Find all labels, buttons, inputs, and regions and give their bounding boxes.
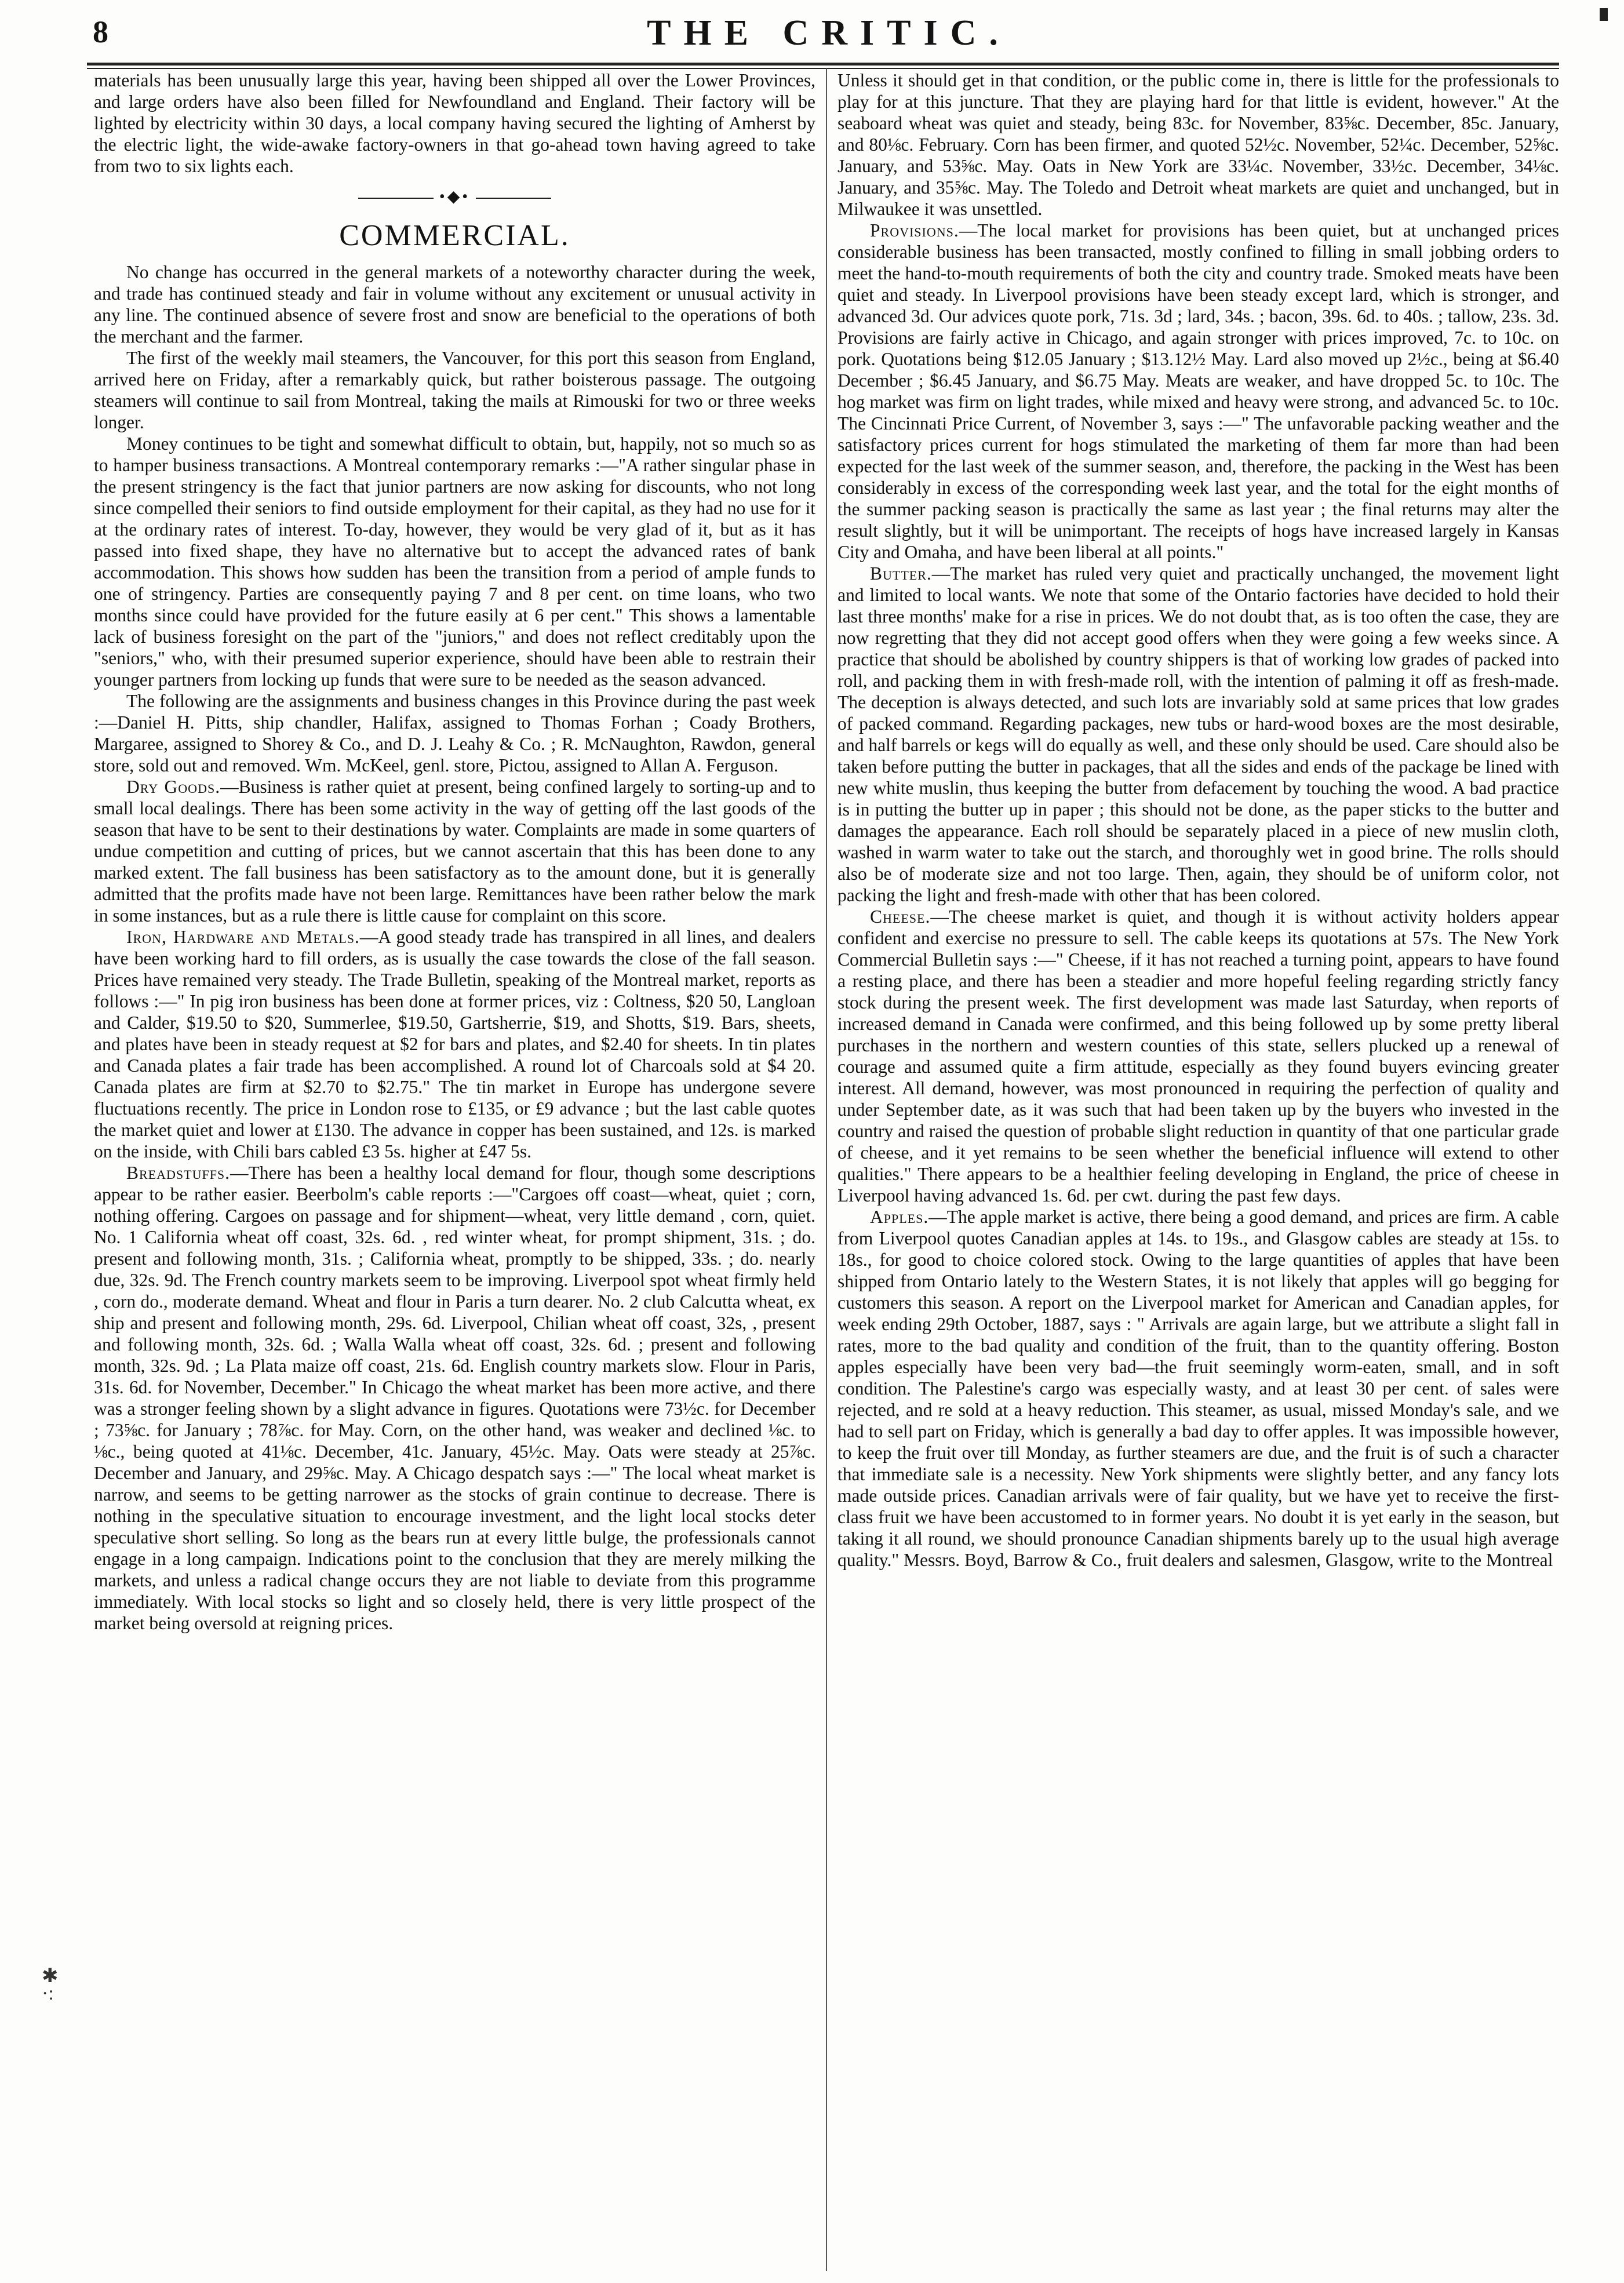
run-in-cheese: Cheese. xyxy=(870,906,931,927)
commercial-paragraph-cheese xyxy=(838,906,1559,1206)
page-number: 8 xyxy=(93,14,108,49)
column-divider xyxy=(826,68,827,2271)
page-header xyxy=(87,9,1571,61)
commercial-paragraph-money: Money continues to be tight and somewhat difficult to obtain, but, happily, not so much so as to hamper business transactions. A Montreal contemporary remarks :—"A rather singular phase in the present stringency is the fact that junior partners are now asking for discounts, who not long since compelled their seniors to find outside employment for their capital, as they had no use for it at the ordinary rates of interest. To-day, however, they would be very glad of it, but as it has passed into fixed shape, they have no alternative but to accept the advanced rates of bank accommodation. This shows how sudden has been the transition from a period of ample funds to one of stringency. Parties are consequently paying 7 and 8 per cent. on time loans, who two months since could have provided for the future easily at 6 per cent." This shows a lamentable lack of business foresight on the part of the "juniors," and does not reflect creditably upon the "seniors," who, with their presumed superior experience, should have been able to restrain their younger partners from locking up funds that were sure to be needed as the season advanced. xyxy=(94,434,815,690)
run-in-provisions: Provisions. xyxy=(870,220,959,241)
commercial-paragraph-apples xyxy=(838,1206,1559,1571)
run-in-butter: Butter. xyxy=(870,563,932,584)
commercial-paragraph-assignments: The following are the assignments and business changes in this Province during the past week :—Daniel H. Pitts, ship chandler, Halifax, assigned to Thomas Forhan ; Coady Brothers, Margaree, assigned to Shorey & Co., and D. J. Leahy & Co. ; R. McNaughton, Rawdon, general store, sold out and removed. Wm. McKeel, genl. store, Pictou, assigned to Allan A. Ferguson. xyxy=(94,691,815,775)
breadstuffs-text: —There has been a healthy local demand for flour, though some descriptions appear to be rather easier. Beerbolm's cable reports :—"Cargoes off coast—wheat, quiet ; corn, nothing offering. Cargoes on passage and for shipment—wheat, very little demand , corn, quiet. No. 1 California wheat off coast, 32s. 6d. , red winter wheat, for prompt shipment, 31s. ; do. present and following month, 31s. ; California wheat, promptly to be shipped, 33s. ; do. nearly due, 32s. 9d. The French country markets seem to be improving. Liverpool spot wheat firmly held , corn do., moderate demand. Wheat and flour in Paris a turn dearer. No. 2 club Calcutta wheat, ex ship and present and following month, 29s. 6d. Liverpool, Chilian wheat off coast, 32s, , present and following month, 32s. 6d. ; Walla Walla wheat off coast, 32s. 6d. ; present and following month, 32s. 9d. ; La Plata maize off coast, 21s. 6d. English country markets slow. Flour in Paris, 31s. 6d. for November, December." In Chicago the wheat market has been more active, and there was a stronger feeling shown by a slight advance in figures. Quotations were 73½c. for December ; 73⅝c. for January ; 78⅞c. for May. Corn, on the other hand, was weaker and declined ⅛c. to ⅛c., being quoted at 41⅛c. December, 41c. January, 45½c. May. Oats were steady at 25⅞c. December and January, and 29⅝c. May. A Chicago despatch says :—" The local wheat market is narrow, and seems to be getting narrower as the stocks of grain continue to decrease. There is nothing in the speculative situation to encourage investment, and the light local stocks deter speculative short selling. So long as the bears run at every little bulge, the professionals cannot engage in a long campaign. Indications point to the conclusion that they are merely milking the markets, and unless a radical change occurs they are not liable to deviate from this programme immediately. With local stocks so light and so closely held, there is very little prospect of the market being oversold at reigning prices. xyxy=(94,1163,815,1633)
masthead-title: THE CRITIC. xyxy=(647,13,1011,53)
corner-scan-mark xyxy=(1600,8,1608,21)
commercial-paragraph-general: No change has occurred in the general markets of a noteworthy character during the week, and trade has continued steady and fair in volume without any excitement or unusual activity in any line. The continued absence of severe frost and snow are beneficial to the operations of both the merchant and the farmer. xyxy=(94,262,815,347)
commercial-paragraph-breadstuffs xyxy=(94,1162,815,1634)
header-rule xyxy=(87,63,1559,69)
dry-goods-text: —Business is rather quiet at present, being confined largely to sorting-up and to small local dealings. There has been some activity in the way of getting off the last goods of the season that have to be sent to their destinations by water. Complaints are made in some quarters of undue competition and cutting of prices, but we cannot ascertain that this has been done to any marked extent. The fall business has been satisfactory as to the amount done, but it is generally admitted that the profits made have not been large. Remittances have been rather below the mark in some instances, but as a rule there is little cause for complaint on this score. xyxy=(94,777,815,926)
section-ornament: •◆• xyxy=(94,186,815,207)
commercial-paragraph-butter xyxy=(838,563,1559,906)
commercial-paragraph-mail-steamers: The first of the weekly mail steamers, the Vancouver, for this port this season from England, arrived here on Friday, after a remarkably quick, but rather boisterous passage. The outgoing steamers will continue to sail from Montreal, taking the mails at Rimouski for two or three weeks longer. xyxy=(94,348,815,432)
run-in-apples: Apples. xyxy=(870,1207,929,1227)
cheese-text: —The cheese market is quiet, and though it is without activity holders appear confident and exercise no pressure to sell. The cable keeps its quotations at 57s. The New York Commercial Bulletin says :—" Cheese, if it has not reached a turning point, appears to have found a resting place, and there has been a steadier and more hopeful feeling regarding strictly fancy stock during the present week. The first development was made last Saturday, when reports of increased demand in Canada were confirmed, and this being followed up by some pretty liberal purchases in the northern and western counties of this state, sellers plucked up a renewal of courage and assumed quite a firm attitude, especially as they found buyers evincing greater interest. All demand, however, was most pronounced in requiring the perfection of quality and under September date, as it was such that had been taken up by the buyers who invested in the country and raised the question of probable slight reduction in quantity of that one particular grade of cheese, and it yet remains to be seen whether the beneficial influence will extend to other qualities." There appears to be a healthier feeling developing in England, the price of cheese in Liverpool having advanced 1s. 6d. per cwt. during the past few days. xyxy=(838,906,1559,1206)
butter-text: —The market has ruled very quiet and practically unchanged, the movement light and limited to local wants. We note that some of the Ontario factories have decided to hold their last three months' make for a rise in prices. We do not doubt that, as is too often the case, they are now regretting that they did not accept good offers when they were going a few weeks since. A practice that should be abolished by country shippers is that of working low grades of packed into roll, and packing them in with fresh-made roll, with the intention of palming it off as fresh-made. The deception is always detected, and such lots are invariably sold at same prices that low grades of packed command. Regarding packages, new tubs or hard-wood boxes are the most desirable, and half barrels or kegs will do equally as well, and these only should be used. Care should also be taken before putting the butter in packages, that all the sides and ends of the package be lined with new white muslin, thus keeping the butter from defacement by touching the wood. A bad practice is in putting the butter up in paper ; this should not be done, as the paper sticks to the butter and damages the appearance. Each roll should be separately placed in a piece of new muslin cloth, washed in warm water to take out the starch, and thoroughly wet in good brine. The rolls should also be of moderate size and not too large. Then, again, they should be of uniform color, not packing the light and fresh-made with other that has been colored. xyxy=(838,563,1559,905)
right-column xyxy=(838,70,1559,2272)
apples-text: —The apple market is active, there being a good demand, and prices are firm. A cable from Liverpool quotes Canadian apples at 14s. to 19s., and Glasgow cables are steady at 15s. to 18s., for good to choice colored stock. Owing to the large quantities of apples that have been shipped from Ontario lately to the Western States, it is not likely that apples will go begging for customers this season. A report on the Liverpool market for American and Canadian apples, for week ending 29th October, 1887, says : " Arrivals are again large, but we attribute a slight fall in rates, more to the bad quality and condition of the fruit, than to the quantity offering. Boston apples especially have been very bad—the fruit seemingly worm-eaten, small, and in soft condition. The Palestine's cargo was especially wasty, and at least 30 per cent. of sales were rejected, and re sold at a heavy reduction. This steamer, as usual, missed Monday's sale, and we had to sell part on Friday, which is generally a bad day to offer apples. It was impossible however, to keep the fruit over till Monday, as further steamers are due, and the fruit is of such a character that immediate sale is a necessity. New York shipments were slightly better, and any fancy lots made outside prices. Canadian arrivals were of fair quality, but we have yet to receive the first-class fruit we have been accustomed to in former years. No doubt it is yet early in the season, but taking it all round, we should pronounce Canadian shipments barely up to the usual high average quality." Messrs. Boyd, Barrow & Co., fruit dealers and salesmen, Glasgow, write to the Montreal xyxy=(838,1207,1559,1570)
commercial-paragraph-dry-goods xyxy=(94,776,815,926)
breadstuffs-continued-paragraph: Unless it should get in that condition, or the public come in, there is little for the professionals to play for at this juncture. That they are playing hard for that little is evident, however." At the seaboard wheat was quiet and steady, being 83c. for November, 83⅝c. December, 85c. January, and 80⅛c. February. Corn has been firmer, and quoted 52½c. November, 52¼c. December, 52⅝c. January, and 53⅝c. May. Oats in New York are 33¼c. November, 33½c. December, 34⅛c. January, and 35⅝c. May. The Toledo and Detroit wheat markets are quiet and unchanged, but in Milwaukee it was unsettled. xyxy=(838,70,1559,219)
left-column xyxy=(94,70,815,2272)
run-in-dry-goods: Dry Goods. xyxy=(126,777,221,797)
run-in-iron-hardware: Iron, Hardware and Metals. xyxy=(126,927,360,947)
commercial-paragraph-provisions xyxy=(838,220,1559,563)
iron-hardware-text: —A good steady trade has transpired in all lines, and dealers have been working hard to fill orders, as is usually the case towards the close of the fall season. Prices have remained very steady. The Trade Bulletin, speaking of the Montreal market, reports as follows :—" In pig iron business has been done at former prices, viz : Coltness, $20 50, Langloan and Calder, $19.50 to $20, Summerlee, $19.50, Gartsherrie, $19, and Shotts, $19. Bars, sheets, and plates have been in steady request at $2 for bars and plates, and $2.40 for sheets. In tin plates and Canada plates a fair trade has been accomplished. A round lot of Charcoals sold at $4 20. Canada plates are firm at $2.70 to $2.75." The tin market in Europe has undergone severe fluctuations recently. The price in London rose to £135, or £9 advance ; but the last cable quotes the market quiet and lower at £130. The advance in copper has been sustained, and 12s. is marked on the inside, with Chili bars cabled £3 5s. higher at £47 5s. xyxy=(94,927,815,1161)
intro-paragraph: materials has been unusually large this year, having been shipped all over the Lower Provinces, and large orders have also been filled for Newfoundland and England. Their factory will be lighted by electricity within 30 days, a local company having secured the lighting of Amherst by the electric light, the wide-awake factory-owners in that go-ahead town having agreed to take from two to six lights each. xyxy=(94,70,815,176)
commercial-paragraph-iron xyxy=(94,926,815,1162)
section-title-commercial: COMMERCIAL. xyxy=(339,219,570,252)
run-in-breadstuffs: Breadstuffs. xyxy=(126,1163,231,1183)
margin-scan-artifact: ✱ ·: xyxy=(42,1965,59,2004)
provisions-text: —The local market for provisions has been quiet, but at unchanged prices considerable business has been transacted, mostly confined to filling in small jobbing orders to meet the hand-to-mouth requirements of both the city and country trade. Smoked meats have been quiet and steady. In Liverpool provisions have been steady except lard, which is stronger, and advanced 3d. Our advices quote pork, 71s. 3d ; lard, 34s. ; bacon, 39s. 6d. to 40s. ; tallow, 23s. 3d. Provisions are fairly active in Chicago, and again stronger with prices improved, 7c. to 10c. on pork. Quotations being $12.05 January ; $13.12½ May. Lard also moved up 2½c., being at $6.40 December ; $6.45 January, and $6.75 May. Meats are weaker, and have dropped 5c. to 10c. The hog market was firm on light trades, while mixed and heavy were strong, and advanced 5c. to 10c. The Cincinnati Price Current, of November 3, says :—" The unfavorable packing weather and the satisfactory prices current for hogs stimulated the marketing of them far more than had been expected for the last week of the summer season, and, therefore, the packing in the West has been considerably in excess of the corresponding week last year, and the total for the eight months of the summer packing season is practically the same as last year ; the final returns may alter the result slightly, but it will be unimportant. The receipts of hogs have increased largely in Kansas City and Omaha, and have been liberal at all points." xyxy=(838,220,1559,562)
